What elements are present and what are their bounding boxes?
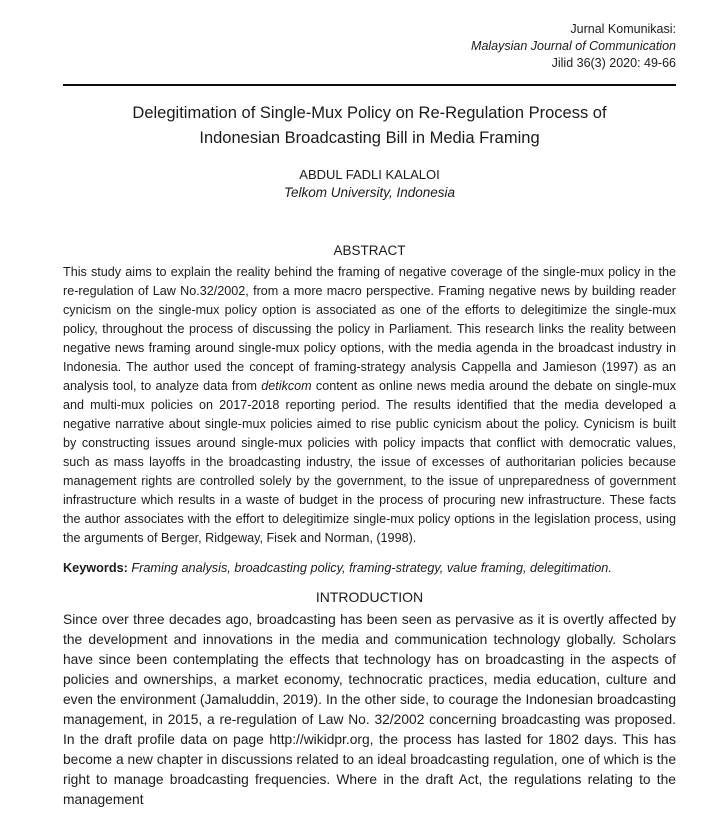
keywords-label: Keywords: (63, 561, 128, 575)
abstract-italic-term: detikcom (261, 379, 312, 393)
introduction-text: Since over three decades ago, broadcasting has been seen as pervasive as it is overtly affected by the development and innovations in the media and communication technology globally. Scholars have since been contemplating the effects that technology has on broadcasting in the aspects of policies and ownerships, a market economy, technocratic practices, media education, culture and even the environment (Jamaluddin, 2019). In the other side, to courage the Indonesian broadcasting management, in 2015, a re-regulation of Law No. 32/2002 concerning broadcasting was proposed. In the draft profile data on page http://wikidpr.org, the process has lasted for 1802 days. This has become a new chapter in discussions related to an ideal broadcasting regulation, one of which is the right to manage broadcasting frequencies. Where in the draft Act, the regulations relating to the management (63, 612, 676, 807)
article-title (63, 101, 676, 150)
article-title-line1: Delegitimation of Single-Mux Policy on Re-Regulation Process of (132, 104, 607, 122)
abstract-text (63, 263, 676, 548)
abstract-text-part1: This study aims to explain the reality behind the framing of negative coverage of the single-mux policy in the re-regulation of Law No.32/2002, from a more macro perspective. Framing negative news by building reader cynicism on the single-mux policy option is associated as one of the efforts to delegitimize the single-mux policy, throughout the process of discussing the policy in Parliament. This research links the reality between negative news framing around single-mux policy options, with the media agenda in the broadcast industry in Indonesia. The author used the concept of framing-strategy analysis Cappella and Jamieson (1997) as an analysis tool, to analyze data from (63, 265, 676, 393)
author-block (63, 166, 676, 201)
author-name: ABDUL FADLI KALALOI (299, 167, 440, 182)
journal-header (63, 21, 676, 72)
journal-name: Jurnal Komunikasi: (570, 22, 676, 36)
introduction-heading: INTRODUCTION (315, 589, 424, 605)
author-affiliation: Telkom University, Indonesia (283, 184, 456, 200)
abstract-text-part2: content as online news media around the debate on single-mux and multi-mux policies on 2017-2018 reporting period. The results identified that the media developed a negative narrative about single-mux policies aimed to rise public cynicism about the policy. Cynicism is built by constructing issues around single-mux policies with policy impacts that conflict with democratic values, such as mass layoffs in the broadcasting industry, the issue of excesses of authoritarian policies because management rights are controlled solely by the government, to the issue of unpreparedness of government infrastructure which results in a waste of budget in the process of procuring new infrastructure. These facts the author associates with the effort to delegitimize single-mux policy options in the legislation process, using the arguments of Berger, Ridgeway, Fisek and Norman, (1998). (63, 379, 676, 545)
article-title-line2: Indonesian Broadcasting Bill in Media Framing (199, 128, 540, 147)
journal-name-english: Malaysian Journal of Communication (471, 39, 676, 53)
keywords-line (63, 559, 676, 577)
journal-issue-pages: Jilid 36(3) 2020: 49-66 (551, 56, 676, 70)
keywords-text: Framing analysis, broadcasting policy, framing-strategy, value framing, delegitimation. (127, 561, 612, 575)
abstract-heading: ABSTRACT (333, 243, 406, 258)
header-divider (63, 84, 676, 86)
